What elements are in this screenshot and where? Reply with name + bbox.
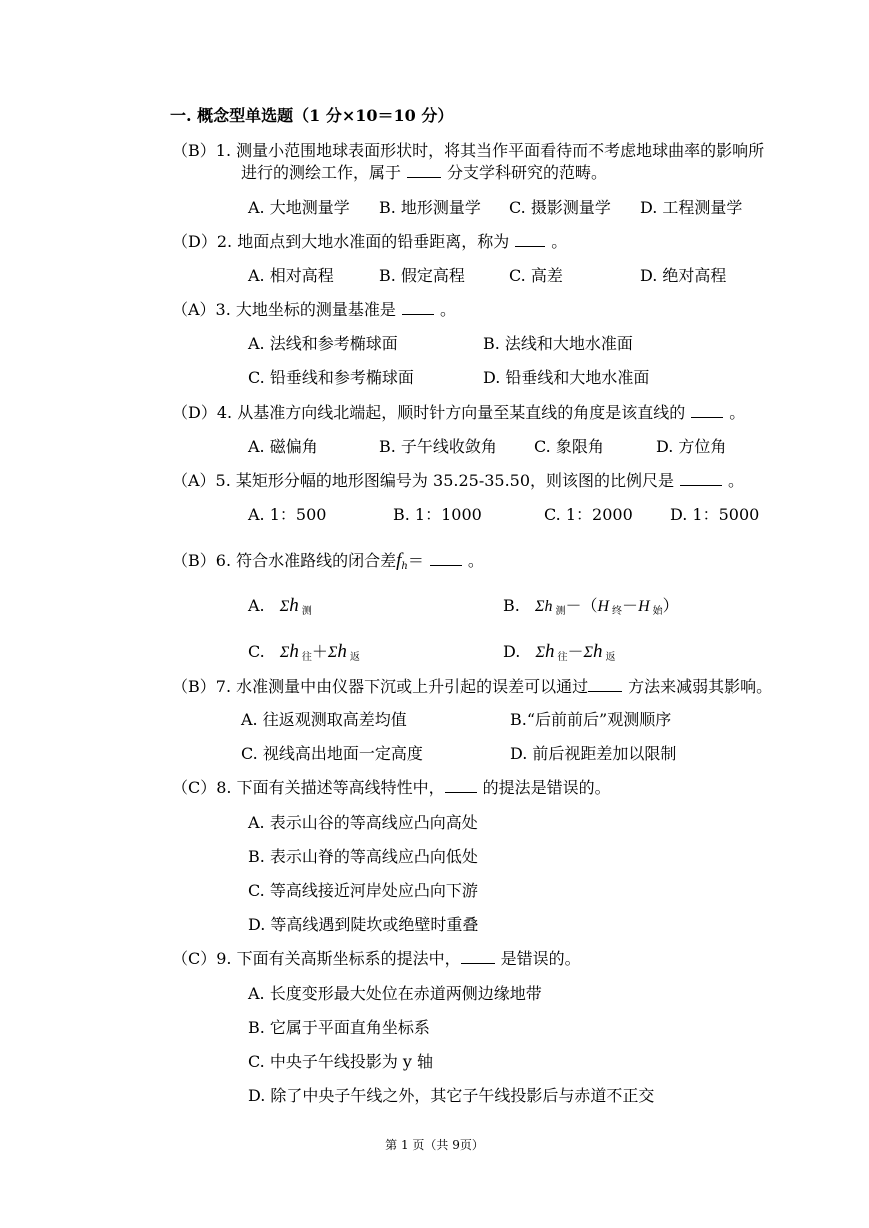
q9-option-c: C. 中央子午线投影为 y 轴	[248, 1052, 434, 1071]
equals-sign: ＝	[407, 551, 424, 570]
h-symbol: h	[544, 598, 553, 615]
h-symbol: h	[544, 641, 555, 662]
q8-option-d: D. 等高线遇到陡坎或绝壁时重叠	[248, 915, 479, 934]
answer-blank	[445, 778, 477, 793]
q8-option-a: A. 表示山谷的等高线应凸向高处	[248, 813, 478, 832]
H-symbol: H	[638, 598, 650, 615]
paren-open: （	[581, 596, 598, 615]
question-4	[172, 403, 745, 423]
q4-option-a: A. 磁偏角	[248, 437, 318, 456]
q4-option-d: D. 方位角	[656, 437, 727, 456]
minus-sign: －	[622, 596, 639, 615]
answer-blank	[515, 232, 545, 247]
q9-stem: 下面有关高斯坐标系的提法中，	[236, 949, 461, 968]
q7-options-row1	[241, 710, 801, 730]
q3-stem: 大地坐标的测量基准是	[235, 300, 396, 319]
q4-option-b: B. 子午线收敛角	[379, 437, 497, 456]
question-8	[172, 778, 611, 798]
q6-option-b	[503, 596, 679, 622]
q2-option-d: D. 绝对高程	[640, 266, 727, 285]
minus-sign: －	[565, 596, 582, 615]
subscript-ce: 测	[301, 606, 312, 617]
q2-options	[248, 266, 808, 286]
q3-option-b: B. 法线和大地水准面	[483, 334, 633, 353]
answer-blank	[691, 403, 723, 418]
q1-options	[248, 198, 808, 218]
q3-option-c: C. 铅垂线和参考椭球面	[248, 368, 414, 387]
subscript-wang: 往	[301, 652, 312, 663]
q4-stem-end: 。	[729, 403, 746, 422]
subscript-fan: 返	[349, 652, 360, 663]
q1-stem: 测量小范围地球表面形状时，将其当作平面看待而不考虑地球曲率的影响所	[236, 141, 765, 160]
plus-sign: ＋	[311, 642, 328, 661]
q8-option-c: C. 等高线接近河岸处应凸向下游	[248, 881, 478, 900]
section-title: 一. 概念型单选题（1 分×10＝10 分）	[170, 106, 454, 125]
option-label: A.	[248, 596, 265, 615]
q1-option-b: B. 地形测量学	[379, 198, 481, 217]
q5-option-a: A. 1：500	[248, 505, 327, 524]
q5-options	[248, 505, 808, 525]
question-1	[172, 141, 764, 161]
q8-answer: （C）8.	[172, 778, 232, 797]
q6-answer: （B）6.	[172, 551, 232, 570]
q5-stem: 某矩形分幅的地形图编号为 35.25-35.50，则该图的比例尺是	[235, 471, 675, 490]
answer-blank	[402, 300, 434, 315]
subscript-fan: 返	[605, 652, 616, 663]
q7-answer: （B）7.	[172, 677, 232, 696]
sigma-symbol: Σ	[535, 644, 545, 661]
q2-option-c: C. 高差	[509, 266, 563, 285]
q6-option-d	[503, 642, 615, 668]
subscript-ce: 测	[555, 606, 566, 617]
option-label: D.	[503, 642, 521, 661]
subscript-wang: 往	[557, 652, 568, 663]
question-7	[172, 677, 772, 697]
q9-stem-end: 是错误的。	[500, 949, 581, 968]
q1-stem-b1: 进行的测绘工作，属于	[241, 163, 402, 182]
q3-answer: （A）3.	[172, 300, 231, 319]
q3-options-row2	[248, 368, 808, 388]
subscript-zhong: 终	[612, 606, 623, 617]
question-9	[172, 949, 581, 969]
q3-stem-end: 。	[439, 300, 456, 319]
q5-option-b: B. 1：1000	[393, 505, 482, 524]
q3-option-d: D. 铅垂线和大地水准面	[483, 368, 650, 387]
q6-stem-end: 。	[467, 551, 484, 570]
answer-blank	[430, 551, 462, 566]
q1-option-c: C. 摄影测量学	[509, 198, 611, 217]
q7-stem: 水准测量中由仪器下沉或上升引起的误差可以通过	[236, 677, 589, 696]
q5-answer: （A）5.	[172, 471, 231, 490]
question-1-cont	[241, 163, 607, 183]
answer-blank	[407, 163, 441, 178]
option-label: B.	[503, 596, 520, 615]
answer-blank	[680, 471, 722, 486]
q8-stem: 下面有关描述等高线特性中，	[236, 778, 445, 797]
question-5	[172, 471, 744, 491]
sigma-symbol: Σ	[534, 598, 545, 615]
q9-option-d: D. 除了中央子午线之外，其它子午线投影后与赤道不正交	[248, 1086, 655, 1105]
question-6	[172, 551, 484, 577]
option-label: C.	[248, 642, 265, 661]
q5-option-c: C. 1：2000	[544, 505, 633, 524]
H-symbol: H	[597, 598, 610, 615]
h-symbol: h	[592, 641, 603, 662]
q3-option-a: A. 法线和参考椭球面	[248, 334, 398, 353]
q7-option-d: D. 前后视距差加以限制	[510, 744, 677, 763]
h-symbol: h	[337, 641, 347, 662]
answer-blank	[461, 949, 495, 964]
q1-option-d: D. 工程测量学	[640, 198, 743, 217]
q2-option-a: A. 相对高程	[248, 266, 334, 285]
q7-option-b: B.“后前前后”观测顺序	[510, 710, 672, 729]
minus-sign: －	[567, 642, 584, 661]
q5-option-d: D. 1：5000	[670, 505, 760, 524]
sigma-symbol: Σ	[327, 644, 338, 661]
q1-answer: （B）1.	[172, 141, 232, 160]
answer-blank	[588, 677, 622, 692]
page-footer: 第 1 页（共 9页）	[385, 1138, 484, 1152]
q3-options-row1	[248, 334, 808, 354]
q5-stem-end: 。	[728, 471, 745, 490]
q4-answer: （D）4.	[172, 403, 233, 422]
sigma-symbol: Σ	[279, 598, 290, 615]
subscript-shi: 始	[652, 606, 663, 617]
q6-option-c	[248, 642, 360, 668]
q7-options-row2	[241, 744, 801, 764]
q7-stem-end: 方法来减弱其影响。	[628, 677, 773, 696]
question-2	[172, 232, 567, 252]
q4-option-c: C. 象限角	[534, 437, 604, 456]
paren-close: ）	[662, 596, 679, 615]
q2-stem-end: 。	[551, 232, 568, 251]
f-subscript: h	[401, 561, 408, 572]
h-symbol: h	[289, 595, 299, 616]
q7-option-a: A. 往返观测取高差均值	[241, 710, 407, 729]
q8-option-b: B. 表示山脊的等高线应凸向低处	[248, 847, 478, 866]
q2-option-b: B. 假定高程	[379, 266, 465, 285]
question-3	[172, 300, 456, 320]
sigma-symbol: Σ	[279, 644, 290, 661]
q1-stem-b2: 分支学科研究的范畴。	[447, 163, 608, 182]
h-symbol: h	[289, 641, 299, 662]
q7-option-c: C. 视线高出地面一定高度	[241, 744, 423, 763]
q9-option-b: B. 它属于平面直角坐标系	[248, 1018, 430, 1037]
q6-stem: 符合水准路线的闭合差	[236, 551, 397, 570]
f-symbol: f	[396, 550, 402, 571]
q4-stem: 从基准方向线北端起，顺时针方向量至某直线的角度是该直线的	[237, 403, 686, 422]
q1-option-a: A. 大地测量学	[248, 198, 350, 217]
q4-options	[248, 437, 808, 457]
q2-stem: 地面点到大地水准面的铅垂距离，称为	[237, 232, 510, 251]
q9-option-a: A. 长度变形最大处位在赤道两侧边缘地带	[248, 984, 542, 1003]
q6-option-a	[248, 596, 312, 622]
q8-stem-end: 的提法是错误的。	[482, 778, 611, 797]
q2-answer: （D）2.	[172, 232, 233, 251]
q9-answer: （C）9.	[172, 949, 232, 968]
sigma-symbol: Σ	[583, 644, 593, 661]
